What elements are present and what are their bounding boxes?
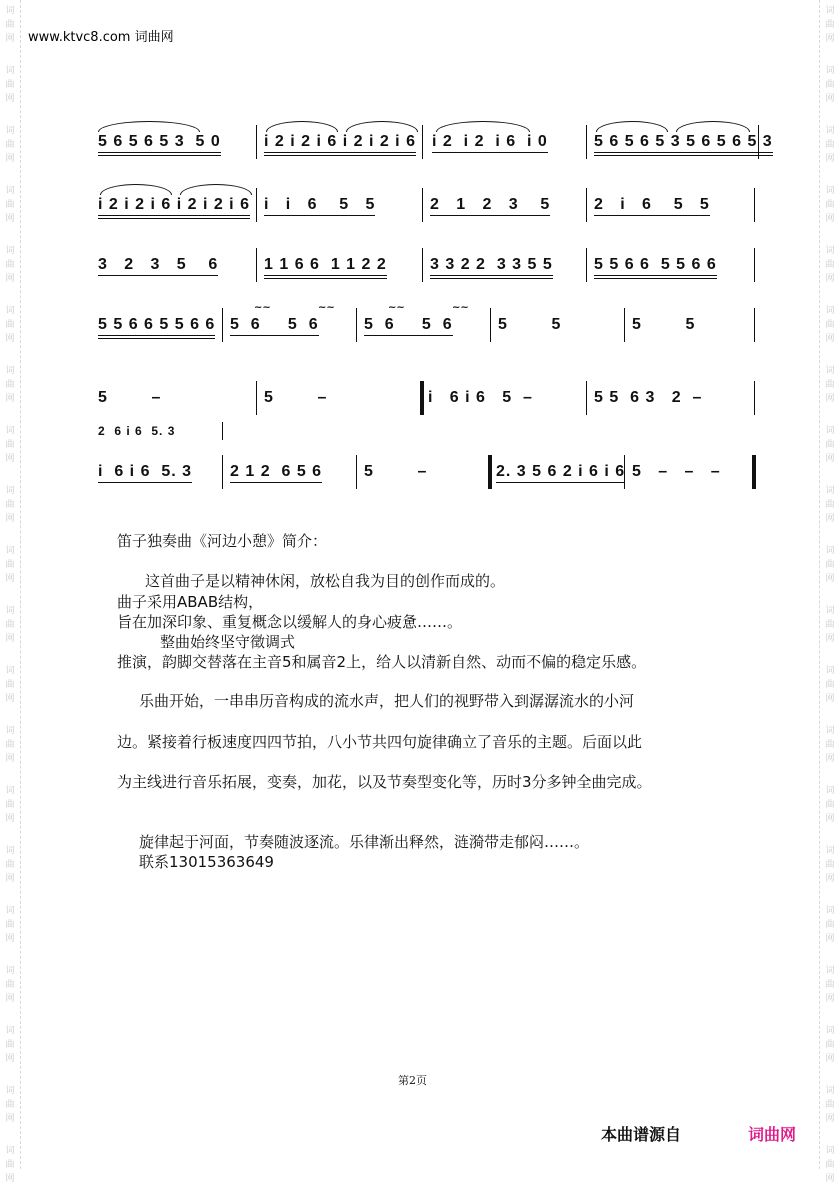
watermark-glyph: 词	[5, 486, 15, 496]
watermark-glyph: 曲	[5, 320, 15, 330]
watermark-glyph: 词	[5, 6, 15, 16]
watermark-glyph: 词	[5, 1026, 15, 1036]
watermark-glyph: 曲	[825, 920, 835, 930]
watermark-glyph: 网	[825, 754, 835, 764]
watermark-glyph: 词	[825, 186, 835, 196]
watermark-glyph: 词	[5, 186, 15, 196]
score-line-2	[98, 196, 758, 230]
watermark-glyph: 词	[825, 66, 835, 76]
notes: 1 1 6 6 1 1 2 2	[264, 256, 387, 279]
notes: 3 2 3 5 6	[98, 256, 218, 276]
watermark-glyph: 网	[825, 1174, 835, 1184]
watermark-glyph: 词	[825, 1146, 835, 1156]
watermark-glyph: 网	[5, 1054, 15, 1064]
notes: 5 –	[364, 463, 428, 480]
left-watermark-strip	[0, 0, 21, 1184]
watermark-glyph: 网	[825, 1054, 835, 1064]
watermark-glyph: 网	[5, 694, 15, 704]
watermark-glyph: 曲	[5, 260, 15, 270]
intro-paragraph: 边。紧接着行板速度四四节拍，八小节共四句旋律确立了音乐的主题。后面以此	[117, 733, 643, 751]
notes: 5 –	[98, 389, 162, 406]
notes: 3 3 2 2 3 3 5 5	[430, 256, 553, 279]
watermark-glyph: 曲	[825, 740, 835, 750]
watermark-glyph: 词	[825, 126, 835, 136]
watermark-glyph: 词	[825, 546, 835, 556]
watermark-glyph: 词	[5, 366, 15, 376]
watermark-glyph: 词	[825, 966, 835, 976]
watermark-glyph: 曲	[825, 260, 835, 270]
watermark-glyph: 曲	[5, 200, 15, 210]
watermark-glyph: 词	[5, 786, 15, 796]
intro-title: 笛子独奏曲《河边小憩》简介：	[117, 532, 328, 550]
watermark-glyph: 曲	[5, 740, 15, 750]
watermark-glyph: 曲	[825, 620, 835, 630]
notes: i 2 i 2 i 6 i 2 i 2 i 6	[264, 133, 416, 156]
watermark-glyph: 词	[825, 666, 835, 676]
watermark-glyph: 词	[825, 486, 835, 496]
score-line-4: 5 5 6 6 5 5 6 6 ~~ ~~ 5 6 5 6 ~~ ~~ 5 6 5 6 5 5 5 5	[98, 316, 758, 350]
site-header: www.ktvc8.com 词曲网	[28, 30, 174, 45]
watermark-glyph: 曲	[825, 320, 835, 330]
watermark-glyph: 曲	[5, 980, 15, 990]
notes: 2 1 2 3 5	[430, 196, 550, 216]
intro-paragraph: 乐曲开始，一串串历音构成的流水声，把人们的视野带入到潺潺流水的小河	[139, 692, 635, 710]
watermark-glyph: 曲	[5, 680, 15, 690]
watermark-glyph: 词	[5, 1146, 15, 1156]
watermark-glyph: 网	[5, 394, 15, 404]
score-line-7	[98, 463, 758, 497]
notes: i 6 i 6 5. 3	[98, 463, 192, 483]
watermark-glyph: 词	[825, 1086, 835, 1096]
watermark-glyph: 网	[825, 994, 835, 1004]
notes: 5 5	[632, 316, 696, 333]
notes: i i 6 5 5	[264, 196, 375, 216]
watermark-glyph: 网	[5, 754, 15, 764]
intro-paragraph: 为主线进行音乐拓展，变奏，加花，以及节奏型变化等，历时3分多钟全曲完成。	[117, 773, 652, 791]
watermark-glyph: 曲	[825, 380, 835, 390]
source-label: 本曲谱源自	[601, 1125, 682, 1144]
notes: 5 –	[264, 389, 328, 406]
watermark-glyph: 词	[5, 1086, 15, 1096]
watermark-glyph: 词	[5, 966, 15, 976]
watermark-glyph: 网	[825, 454, 835, 464]
watermark-glyph: 网	[825, 334, 835, 344]
intro-paragraph: 整曲始终坚守徵调式	[160, 633, 296, 651]
watermark-glyph: 网	[5, 274, 15, 284]
watermark-glyph: 曲	[5, 1160, 15, 1170]
watermark-glyph: 网	[825, 274, 835, 284]
watermark-glyph: 词	[5, 66, 15, 76]
notes: 5 5 6 3 2 –	[594, 389, 703, 406]
right-watermark-strip	[819, 0, 840, 1184]
watermark-glyph: 词	[5, 126, 15, 136]
watermark-glyph: 曲	[825, 1100, 835, 1110]
watermark-glyph: 网	[5, 874, 15, 884]
watermark-glyph: 曲	[5, 440, 15, 450]
page-number: 第2页	[398, 1074, 427, 1087]
notes: 2 6 i 6 5. 3	[98, 424, 176, 438]
score-line-5	[98, 389, 758, 423]
watermark-glyph: 词	[5, 546, 15, 556]
watermark-glyph: 网	[825, 1114, 835, 1124]
watermark-glyph: 网	[825, 694, 835, 704]
watermark-glyph: 词	[825, 726, 835, 736]
watermark-glyph: 网	[825, 214, 835, 224]
watermark-glyph: 词	[825, 6, 835, 16]
watermark-glyph: 词	[825, 246, 835, 256]
watermark-glyph: 网	[5, 94, 15, 104]
watermark-glyph: 网	[5, 334, 15, 344]
intro-paragraph: 这首曲子是以精神休闲，放松自我为目的创作而成的。	[145, 572, 506, 590]
watermark-glyph: 词	[5, 606, 15, 616]
watermark-glyph: 词	[825, 1026, 835, 1036]
watermark-glyph: 网	[5, 34, 15, 44]
watermark-glyph: 词	[5, 306, 15, 316]
notes: 2 i 6 5 5	[594, 196, 710, 216]
notes: 5 6 5 6	[364, 316, 453, 336]
watermark-glyph: 曲	[5, 1040, 15, 1050]
notes: 5 5 6 6 5 5 6 6	[98, 316, 215, 339]
watermark-glyph: 网	[5, 574, 15, 584]
notes: 5 – – –	[632, 463, 721, 480]
intro-paragraph: 旨在加深印象、重复概念以缓解人的身心疲惫……。	[117, 613, 463, 631]
notes: 5 6 5 6 5 3 5 0	[98, 133, 221, 156]
notes: 2 1 2 6 5 6	[230, 463, 322, 483]
watermark-glyph: 词	[5, 906, 15, 916]
watermark-glyph: 网	[825, 34, 835, 44]
watermark-glyph: 网	[5, 154, 15, 164]
watermark-glyph: 曲	[5, 560, 15, 570]
watermark-glyph: 曲	[825, 500, 835, 510]
notes: 2. 3 5 6 2 i 6 i 6	[496, 463, 625, 483]
watermark-glyph: 曲	[825, 200, 835, 210]
watermark-glyph: 曲	[5, 80, 15, 90]
notes: 5 5	[498, 316, 562, 333]
watermark-glyph: 词	[825, 906, 835, 916]
score-line-1	[98, 133, 773, 167]
watermark-glyph: 网	[5, 634, 15, 644]
contact-text: 联系13015363649	[139, 853, 274, 871]
notes: 5 6 5 6	[230, 316, 319, 336]
notes: 5 6 5 6 5 3 5 6 5 6 5 3	[594, 133, 773, 156]
watermark-glyph: 网	[5, 814, 15, 824]
watermark-glyph: 词	[825, 786, 835, 796]
watermark-glyph: 网	[825, 94, 835, 104]
intro-paragraph: 旋律起于河面，节奏随波逐流。乐律渐出释然，涟漪带走郁闷……。	[139, 833, 590, 851]
watermark-glyph: 网	[5, 1114, 15, 1124]
watermark-glyph: 网	[5, 454, 15, 464]
watermark-glyph: 词	[5, 246, 15, 256]
intro-paragraph: 推演，韵脚交替落在主音5和属音2上，给人以清新自然、动而不偏的稳定乐感。	[117, 653, 647, 671]
watermark-glyph: 网	[825, 934, 835, 944]
brand-link[interactable]: 词曲网	[748, 1125, 797, 1144]
watermark-glyph: 曲	[825, 800, 835, 810]
watermark-glyph: 网	[5, 514, 15, 524]
watermark-glyph: 网	[5, 214, 15, 224]
watermark-glyph: 曲	[5, 1100, 15, 1110]
watermark-glyph: 词	[825, 846, 835, 856]
score-line-3	[98, 256, 758, 290]
watermark-glyph: 网	[825, 874, 835, 884]
watermark-glyph: 曲	[5, 140, 15, 150]
notes: i 6 i 6 5 –	[428, 389, 533, 406]
watermark-glyph: 词	[825, 306, 835, 316]
watermark-glyph: 曲	[825, 80, 835, 90]
watermark-glyph: 网	[825, 634, 835, 644]
watermark-glyph: 曲	[825, 860, 835, 870]
notes: 5 5 6 6 5 5 6 6	[594, 256, 717, 279]
watermark-glyph: 网	[825, 394, 835, 404]
watermark-glyph: 网	[825, 514, 835, 524]
watermark-glyph: 曲	[825, 560, 835, 570]
watermark-glyph: 词	[5, 426, 15, 436]
watermark-glyph: 词	[825, 426, 835, 436]
watermark-glyph: 曲	[825, 980, 835, 990]
watermark-glyph: 曲	[5, 920, 15, 930]
notes: i 2 i 2 i 6 i 2 i 2 i 6	[98, 196, 250, 219]
watermark-glyph: 词	[5, 726, 15, 736]
watermark-glyph: 曲	[825, 20, 835, 30]
watermark-glyph: 词	[5, 846, 15, 856]
watermark-glyph: 曲	[825, 140, 835, 150]
watermark-glyph: 曲	[5, 500, 15, 510]
watermark-glyph: 曲	[825, 1040, 835, 1050]
watermark-glyph: 网	[825, 574, 835, 584]
watermark-glyph: 曲	[5, 620, 15, 630]
intro-paragraph: 曲子采用ABAB结构，	[117, 593, 264, 611]
watermark-glyph: 词	[825, 366, 835, 376]
watermark-glyph: 曲	[825, 440, 835, 450]
watermark-glyph: 曲	[5, 380, 15, 390]
watermark-glyph: 曲	[825, 1160, 835, 1170]
score-line-6	[98, 424, 758, 444]
watermark-glyph: 曲	[825, 680, 835, 690]
watermark-glyph: 网	[5, 1174, 15, 1184]
watermark-glyph: 网	[825, 814, 835, 824]
watermark-glyph: 词	[825, 606, 835, 616]
watermark-glyph: 词	[5, 666, 15, 676]
watermark-glyph: 曲	[5, 860, 15, 870]
watermark-glyph: 网	[825, 154, 835, 164]
watermark-glyph: 曲	[5, 800, 15, 810]
watermark-glyph: 网	[5, 934, 15, 944]
watermark-glyph: 曲	[5, 20, 15, 30]
watermark-glyph: 网	[5, 994, 15, 1004]
notes: i 2 i 2 i 6 i 0	[432, 133, 548, 153]
